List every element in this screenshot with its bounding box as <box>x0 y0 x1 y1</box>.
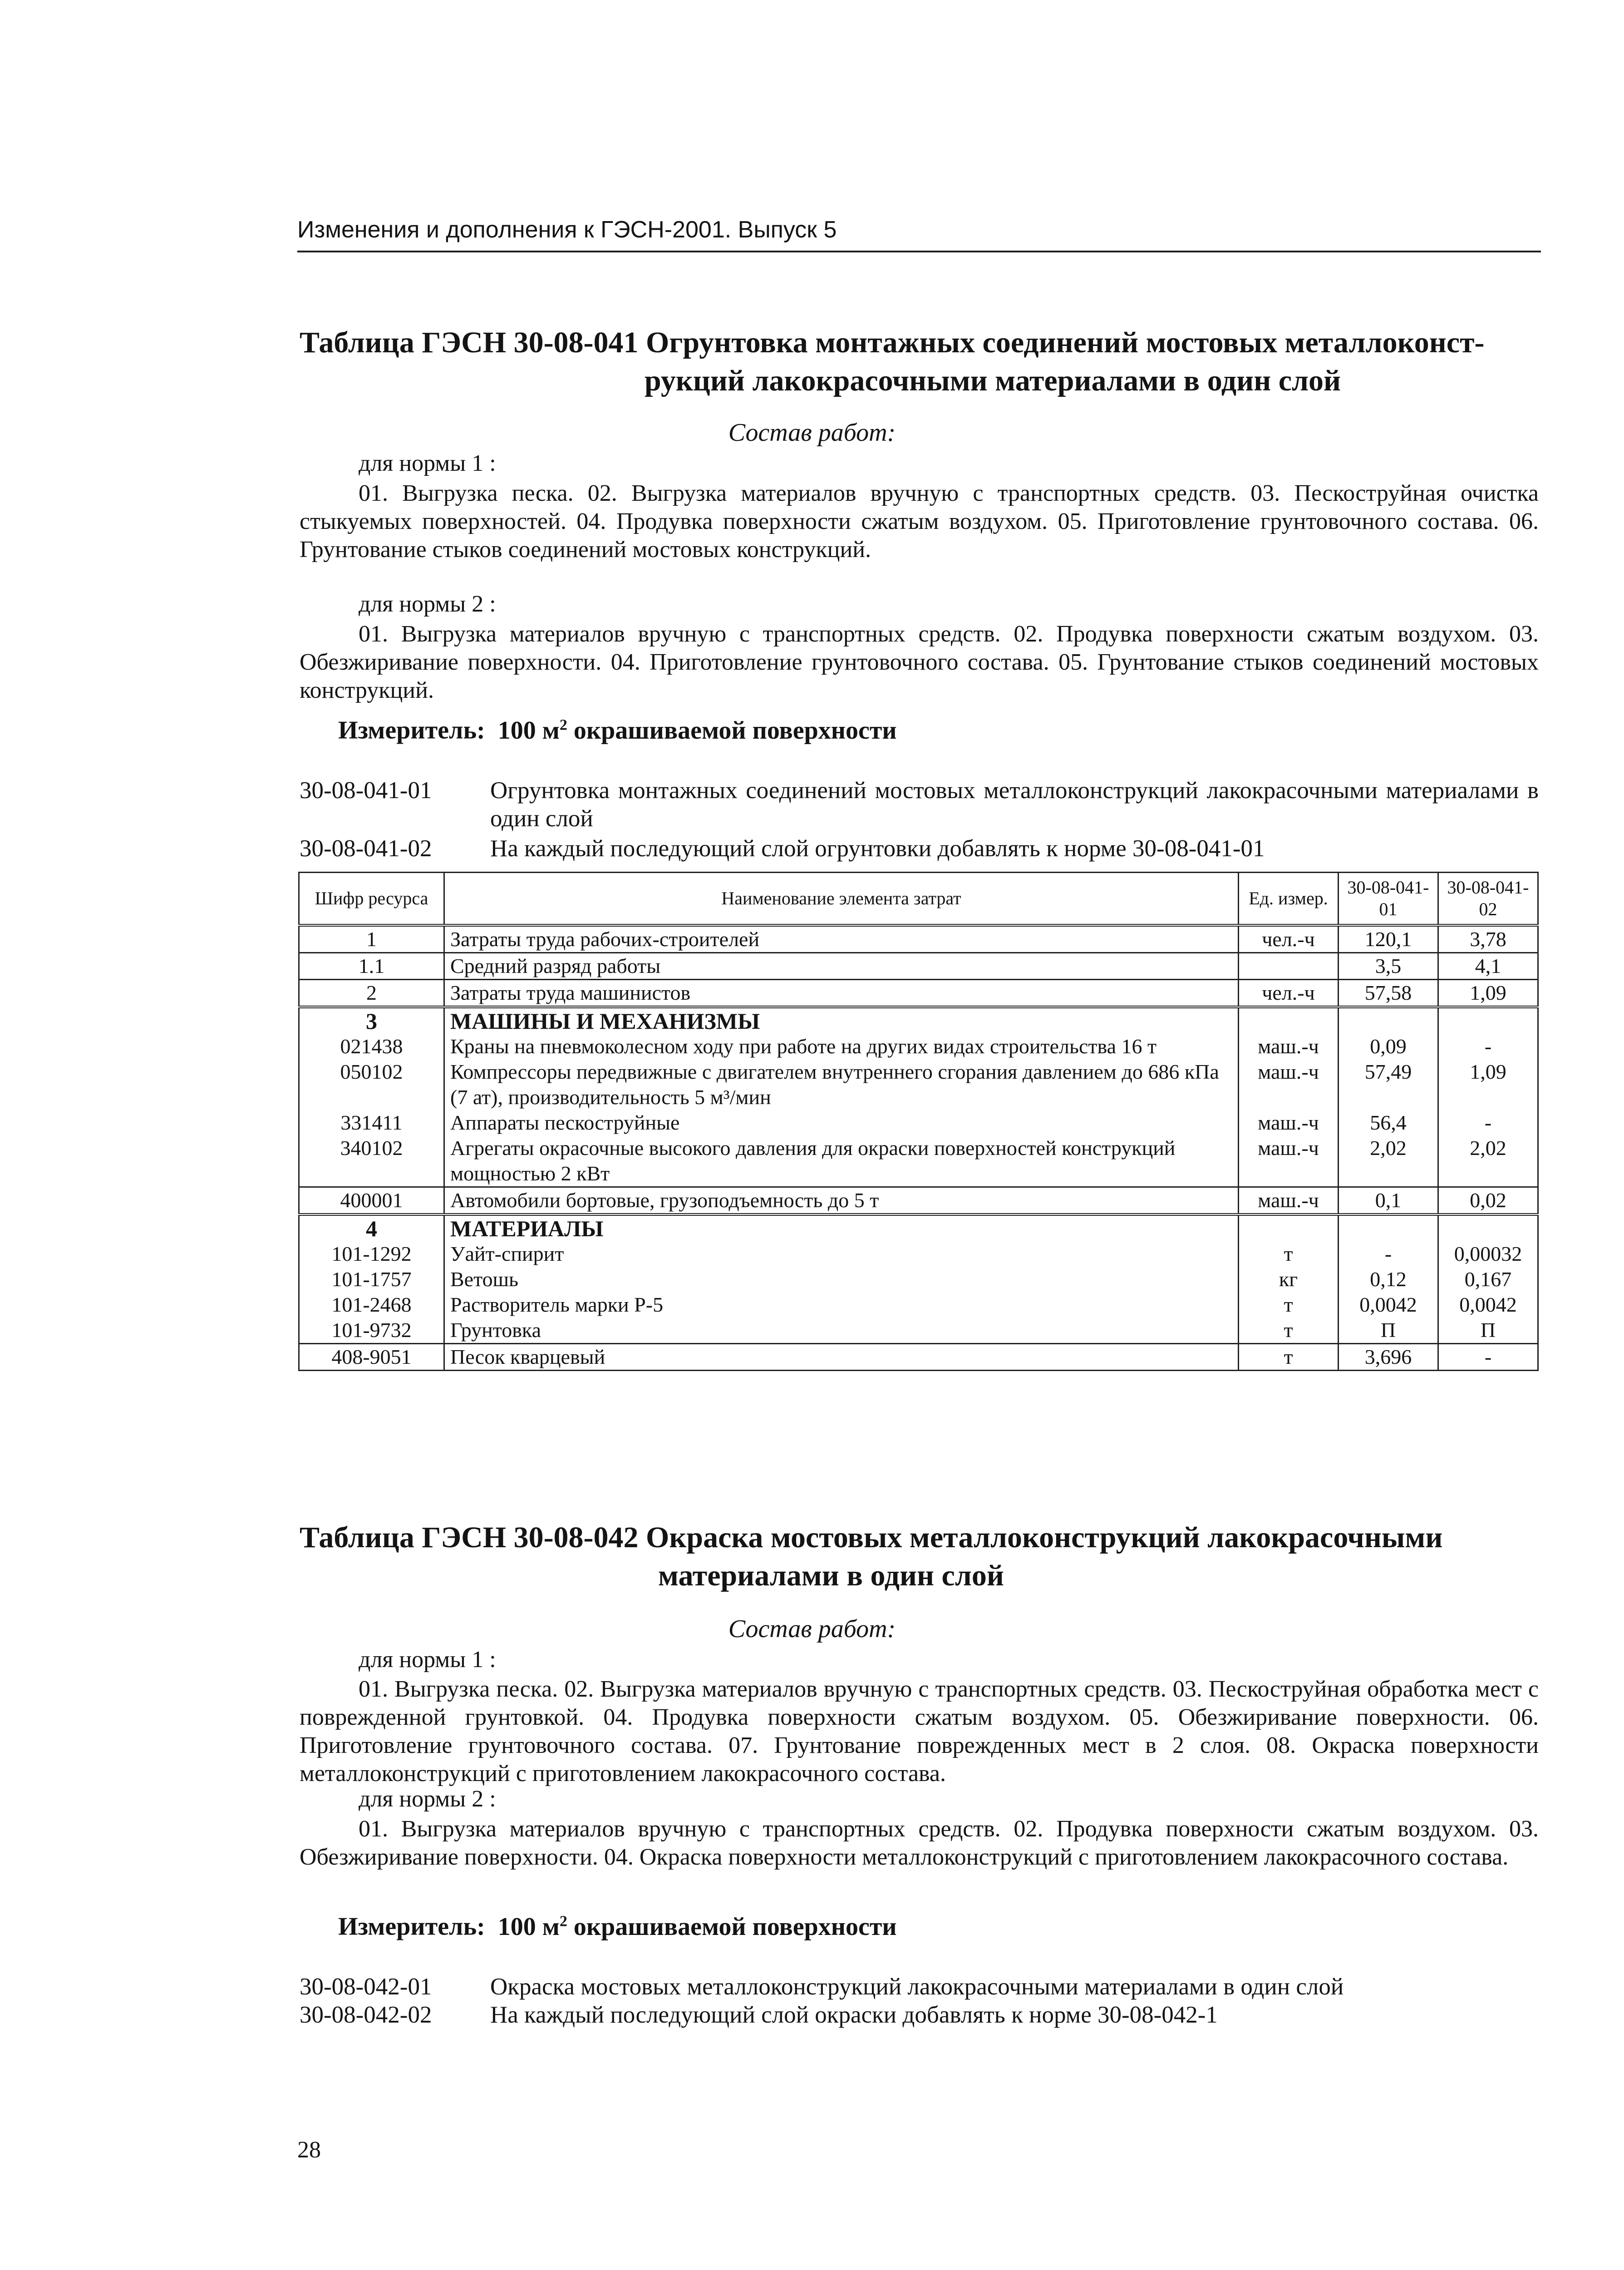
header-unit: Ед. измер. <box>1239 873 1339 926</box>
cell-name: Грунтовка <box>444 1318 1239 1344</box>
resource-table <box>298 872 1539 1371</box>
norm-description: Окраска мостовых металлоконструкций лакокрасочными материалами в один слой <box>490 1974 1344 2000</box>
cell-name: Уайт-спирит <box>444 1241 1239 1267</box>
cell-code: 101-2468 <box>299 1292 444 1318</box>
cell-name: Автомобили бортовые, грузоподъемность до 5 т <box>444 1187 1239 1215</box>
cell-value-1: 0,0042 <box>1339 1292 1438 1318</box>
norm-row <box>300 1973 1539 2001</box>
cell-value-1: 3,696 <box>1339 1344 1438 1371</box>
norm1-works-text: 01. Выгрузка песка. 02. Выгрузка материалов вручную с транспортных средств. 03. Пескоструйная очистка стыкуемых поверхностей. 04. Продувка поверхности сжатым воздухом. 05. Приготовление грунтовочного состава. 06. Грунтование стыков соединений мостовых конструкций. <box>300 480 1539 563</box>
measure-value: 100 $м^2$ окрашиваемой поверхности <box>497 1912 897 1941</box>
cell-code: 408-9051 <box>299 1344 444 1371</box>
measure-unit <box>338 1914 897 1939</box>
table-row <box>299 1059 1538 1110</box>
cell-code: 2 <box>299 980 444 1007</box>
cell-name: Аппараты пескоструйные <box>444 1110 1239 1135</box>
header-rule <box>297 251 1541 252</box>
cell-name: Песок кварцевый <box>444 1344 1239 1371</box>
norm-description: На каждый последующий слой окраски добавлять к норме 30-08-042-1 <box>490 2002 1218 2028</box>
cell-code: 101-1292 <box>299 1241 444 1267</box>
cell-unit: т <box>1239 1292 1339 1318</box>
norm-row <box>300 2001 1539 2029</box>
cell-value-1 <box>1339 1007 1438 1034</box>
cell-code: 3 <box>299 1007 444 1034</box>
cell-code: 4 <box>299 1214 444 1241</box>
cell-code: 021438 <box>299 1034 444 1059</box>
cell-code: 400001 <box>299 1187 444 1215</box>
header-norm-2: 30-08-041-02 <box>1438 873 1538 926</box>
cell-value-2: 1,09 <box>1438 980 1538 1007</box>
header-norm-1: 30-08-041-01 <box>1339 873 1438 926</box>
cell-value-1: 120,1 <box>1339 925 1438 953</box>
cell-value-1: 56,4 <box>1339 1110 1438 1135</box>
cell-value-1: П <box>1339 1318 1438 1344</box>
cell-name: Ветошь <box>444 1267 1239 1292</box>
cell-code: 101-1757 <box>299 1267 444 1292</box>
work-composition-label: Состав работ: <box>728 419 896 447</box>
norm-code: 30-08-041-01 <box>300 777 432 804</box>
norm1-works-text: 01. Выгрузка песка. 02. Выгрузка материалов вручную с транспортных средств. 03. Пескоструйная обработка мест с поврежденной грунтовкой. 04. Продувка поверхности сжатым воздухом. 05. Обезжиривание поверхности. 06. Приготовление грунтовочного состава. 07. Грунтование поврежденных мест в 2 слоя. 08. Окраска поверхности металлоконструкций с приготовлением лакокрасочного состава. <box>300 1676 1539 1786</box>
norm-code: 30-08-042-01 <box>300 1974 432 2000</box>
cell-value-2: 1,09 <box>1438 1059 1538 1110</box>
cell-value-2: П <box>1438 1318 1538 1344</box>
table-section-row <box>299 1007 1538 1034</box>
cell-value-2: 2,02 <box>1438 1135 1538 1187</box>
cell-value-1: - <box>1339 1241 1438 1267</box>
cell-value-2: - <box>1438 1034 1538 1059</box>
table-row <box>299 1187 1538 1215</box>
measure-label: Измеритель: <box>338 1912 485 1941</box>
title-line-2: материалами в один слой <box>658 1559 1004 1592</box>
table-section-row <box>299 1214 1538 1241</box>
table-header-row <box>299 873 1538 926</box>
cell-unit <box>1239 1214 1339 1241</box>
cell-value-1: 3,5 <box>1339 953 1438 980</box>
cell-unit: маш.-ч <box>1239 1135 1339 1187</box>
cell-name: Компрессоры передвижные с двигателем внутреннего сгорания давлением до 686 кПа (7 ат), производительность 5 м³/мин <box>444 1059 1239 1110</box>
norm-row <box>300 834 1539 863</box>
table-row <box>299 925 1538 953</box>
measure-unit <box>338 717 897 743</box>
table-row <box>299 980 1538 1007</box>
header-cost-element: Наименование элемента затрат <box>444 873 1239 926</box>
cell-value-2: 0,02 <box>1438 1187 1538 1215</box>
norm2-label: для нормы 2 : <box>359 1786 496 1812</box>
cell-name: Затраты труда рабочих-строителей <box>444 925 1239 953</box>
cell-unit: т <box>1239 1344 1339 1371</box>
cell-unit: т <box>1239 1318 1339 1344</box>
cell-unit: чел.-ч <box>1239 925 1339 953</box>
cell-unit: кг <box>1239 1267 1339 1292</box>
cell-code: 1 <box>299 925 444 953</box>
cell-value-1: 0,12 <box>1339 1267 1438 1292</box>
cell-unit <box>1239 953 1339 980</box>
cell-value-1 <box>1339 1214 1438 1241</box>
measure-value: 100 $м^2$ окрашиваемой поверхности <box>497 716 897 745</box>
cell-code: 331411 <box>299 1110 444 1135</box>
table-row <box>299 1034 1538 1059</box>
title-line-1: Таблица ГЭСН 30-08-042 Окраска мостовых металлоконструкций лакокрасочными <box>300 1521 1443 1554</box>
norm-description: Огрунтовка монтажных соединений мостовых металлоконструкций лакокрасочными материалами в один слой <box>490 777 1539 832</box>
table-row <box>299 953 1538 980</box>
cell-unit: чел.-ч <box>1239 980 1339 1007</box>
cell-code: 340102 <box>299 1135 444 1187</box>
cell-name: Затраты труда машинистов <box>444 980 1239 1007</box>
cell-code: 1.1 <box>299 953 444 980</box>
norm2-works-text: 01. Выгрузка материалов вручную с транспортных средств. 02. Продувка поверхности сжатым воздухом. 03. Обезжиривание поверхности. 04. Окраска поверхности металлоконструкций с приготовлением лакокрасочного состава. <box>300 1816 1539 1870</box>
cell-unit: маш.-ч <box>1239 1187 1339 1215</box>
cell-value-1: 0,1 <box>1339 1187 1438 1215</box>
norm1-label: для нормы 1 : <box>359 1647 496 1673</box>
norm1-label: для нормы 1 : <box>359 450 496 476</box>
cell-code: 101-9732 <box>299 1318 444 1344</box>
section-heading-machines: МАШИНЫ И МЕХАНИЗМЫ <box>444 1007 1239 1034</box>
norm2-label: для нормы 2 : <box>359 591 496 617</box>
table-row <box>299 1292 1538 1318</box>
norm-row <box>300 776 1539 833</box>
cell-value-2 <box>1438 1214 1538 1241</box>
cell-value-1: 0,09 <box>1339 1034 1438 1059</box>
cell-value-2: 0,0042 <box>1438 1292 1538 1318</box>
page-number: 28 <box>297 2137 321 2163</box>
table-row <box>299 1135 1538 1187</box>
cell-value-1: 57,49 <box>1339 1059 1438 1110</box>
table-row <box>299 1241 1538 1267</box>
cell-value-2: - <box>1438 1344 1538 1371</box>
table-row <box>299 1344 1538 1371</box>
norm-description: На каждый последующий слой огрунтовки добавлять к норме 30-08-041-01 <box>490 835 1265 862</box>
cell-code: 050102 <box>299 1059 444 1110</box>
table-title-30-08-041 <box>300 324 1539 400</box>
cell-value-1: 57,58 <box>1339 980 1438 1007</box>
section-heading-materials: МАТЕРИАЛЫ <box>444 1214 1239 1241</box>
header-resource-code: Шифр ресурса <box>299 873 444 926</box>
cell-value-2: - <box>1438 1110 1538 1135</box>
cell-unit: т <box>1239 1241 1339 1267</box>
cell-value-2: 3,78 <box>1438 925 1538 953</box>
norm-code: 30-08-041-02 <box>300 835 432 862</box>
table-row <box>299 1318 1538 1344</box>
cell-unit: маш.-ч <box>1239 1110 1339 1135</box>
cell-value-1: 2,02 <box>1339 1135 1438 1187</box>
norm2-works-text: 01. Выгрузка материалов вручную с транспортных средств. 02. Продувка поверхности сжатым воздухом. 03. Обезжиривание поверхности. 04. Приготовление грунтовочного состава. 05. Грунтование стыков соединений мостовых конструкций. <box>300 621 1539 703</box>
cell-value-2: 4,1 <box>1438 953 1538 980</box>
cell-unit: маш.-ч <box>1239 1059 1339 1110</box>
cell-value-2: 0,00032 <box>1438 1241 1538 1267</box>
work-composition-label: Состав работ: <box>728 1615 896 1643</box>
table-title-30-08-042 <box>300 1519 1539 1595</box>
cell-name: Агрегаты окрасочные высокого давления для окраски поверхностей конструкций мощностью 2 кВт <box>444 1135 1239 1187</box>
running-header: Изменения и дополнения к ГЭСН-2001. Выпуск 5 <box>297 217 837 243</box>
title-line-2: рукций лакокрасочными материалами в один слой <box>645 364 1341 397</box>
measure-label: Измеритель: <box>338 716 485 745</box>
table-row <box>299 1110 1538 1135</box>
cell-value-2 <box>1438 1007 1538 1034</box>
cell-name: Растворитель марки Р-5 <box>444 1292 1239 1318</box>
cell-name: Средний разряд работы <box>444 953 1239 980</box>
title-line-1: Таблица ГЭСН 30-08-041 Огрунтовка монтажных соединений мостовых металлоконст- <box>300 326 1485 359</box>
table-row <box>299 1267 1538 1292</box>
norm-code: 30-08-042-02 <box>300 2002 432 2028</box>
cell-name: Краны на пневмоколесном ходу при работе на других видах строительства 16 т <box>444 1034 1239 1059</box>
cell-unit <box>1239 1007 1339 1034</box>
cell-unit: маш.-ч <box>1239 1034 1339 1059</box>
cell-value-2: 0,167 <box>1438 1267 1538 1292</box>
